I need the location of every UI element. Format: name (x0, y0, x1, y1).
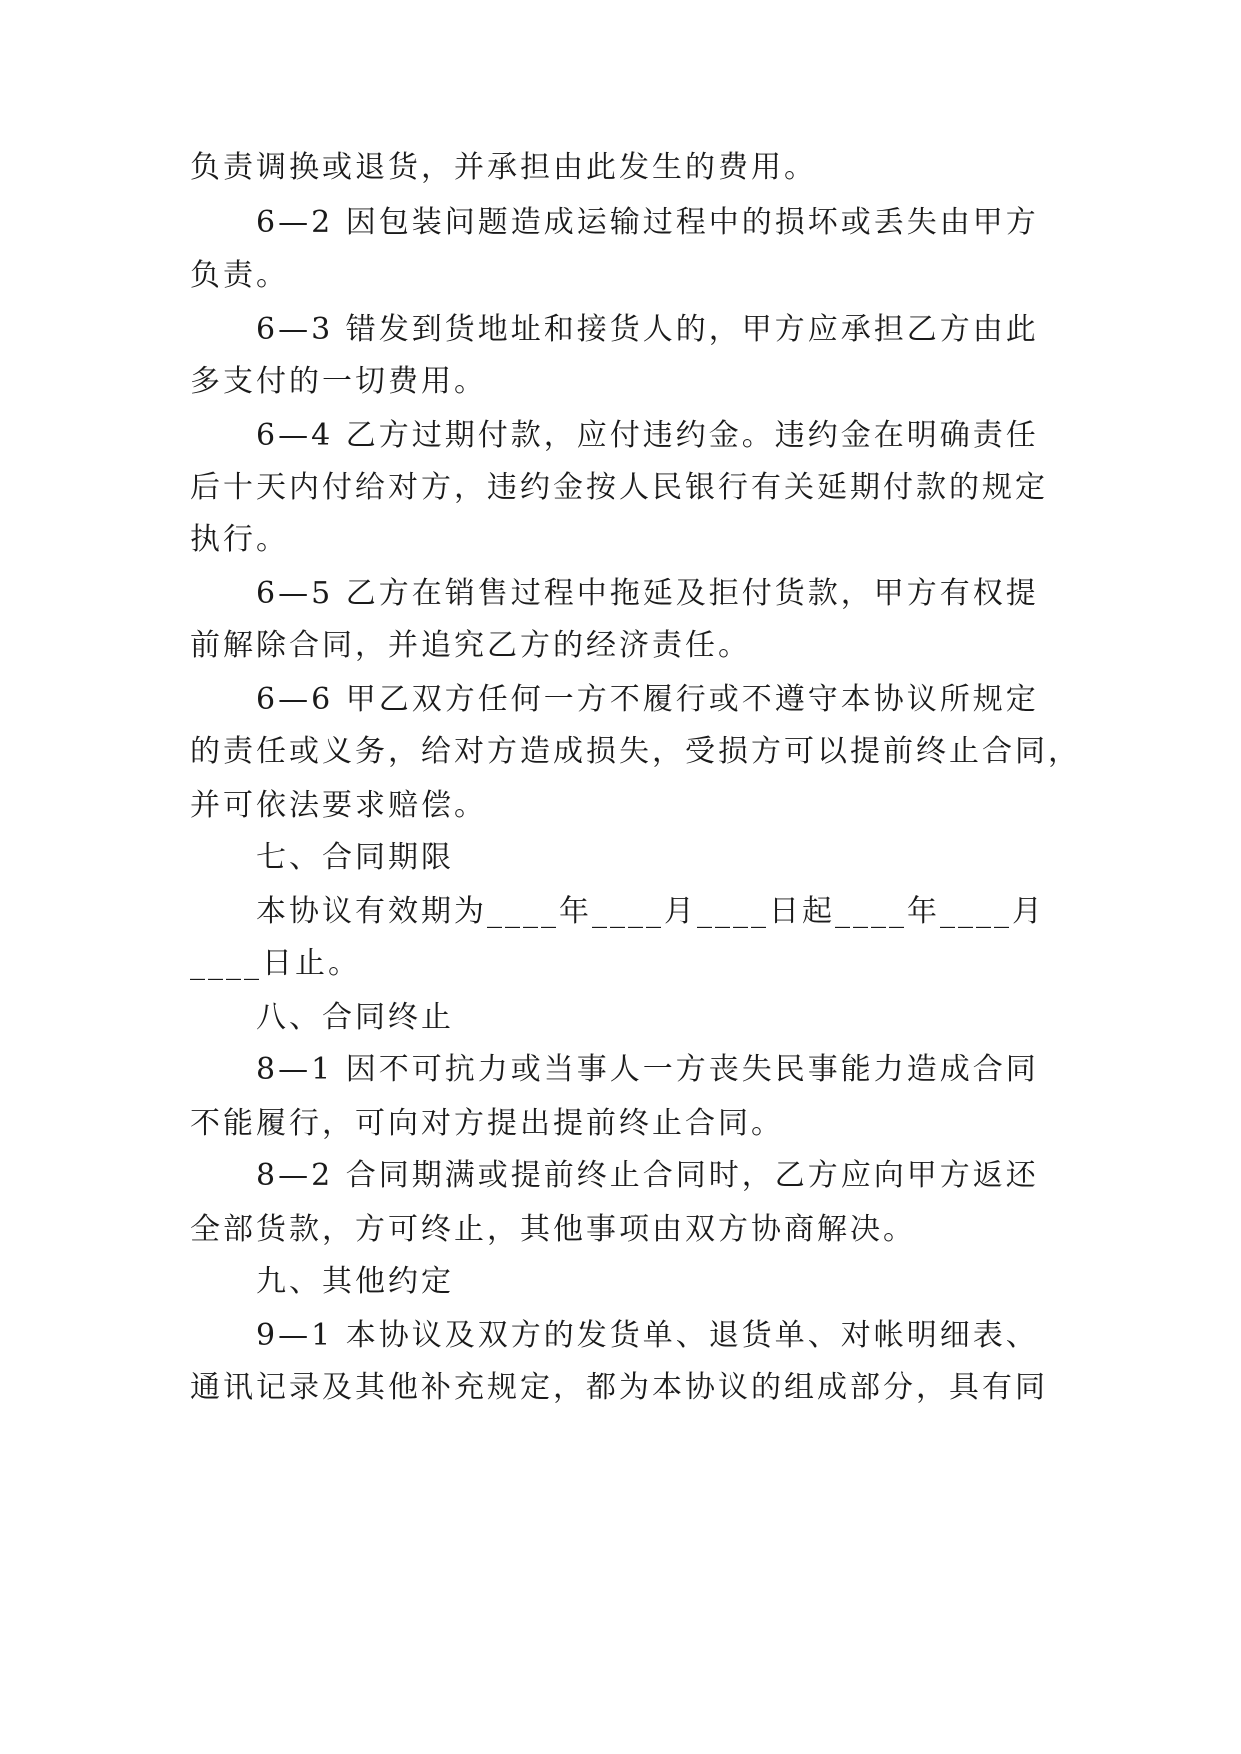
section-heading-7: 七、合同期限 (256, 840, 454, 875)
text-line: ____日止。 (190, 946, 361, 981)
text-line: 不能履行，可向对方提出提前终止合同。 (190, 1106, 784, 1141)
clause-6-3: 6—3 错发到货地址和接货人的，甲方应承担乙方由此 (256, 312, 1039, 347)
text-line: 多支付的一切费用。 (190, 364, 487, 399)
text-line: 的责任或义务，给对方造成损失，受损方可以提前终止合同， (190, 734, 1081, 769)
clause-6-4: 6—4 乙方过期付款，应付违约金。违约金在明确责任 (256, 418, 1039, 453)
clause-8-1: 8—1 因不可抗力或当事人一方丧失民事能力造成合同 (256, 1052, 1039, 1087)
text-line: 全部货款，方可终止，其他事项由双方协商解决。 (190, 1212, 916, 1247)
text-line: 并可依法要求赔偿。 (190, 788, 487, 823)
clause-6-5: 6—5 乙方在销售过程中拖延及拒付货款，甲方有权提 (256, 576, 1039, 611)
text-line: 前解除合同，并追究乙方的经济责任。 (190, 628, 751, 663)
text-line: 负责调换或退货，并承担由此发生的费用。 (190, 150, 817, 185)
section-heading-9: 九、其他约定 (256, 1264, 454, 1299)
clause-6-6: 6—6 甲乙双方任何一方不履行或不遵守本协议所规定 (256, 682, 1039, 717)
text-line: 后十天内付给对方，违约金按人民银行有关延期付款的规定 (190, 470, 1048, 505)
text-line: 通讯记录及其他补充规定，都为本协议的组成部分，具有同 (190, 1370, 1048, 1405)
clause-8-2: 8—2 合同期满或提前终止合同时，乙方应向甲方返还 (256, 1158, 1039, 1193)
clause-6-2: 6—2 因包装问题造成运输过程中的损坏或丢失由甲方 (256, 205, 1039, 240)
term-line: 本协议有效期为____年____月____日起____年____月 (256, 894, 1045, 929)
text-line: 执行。 (190, 522, 289, 557)
text-line: 负责。 (190, 258, 289, 293)
clause-9-1: 9—1 本协议及双方的发货单、退货单、对帐明细表、 (256, 1318, 1039, 1353)
section-heading-8: 八、合同终止 (256, 1000, 454, 1035)
